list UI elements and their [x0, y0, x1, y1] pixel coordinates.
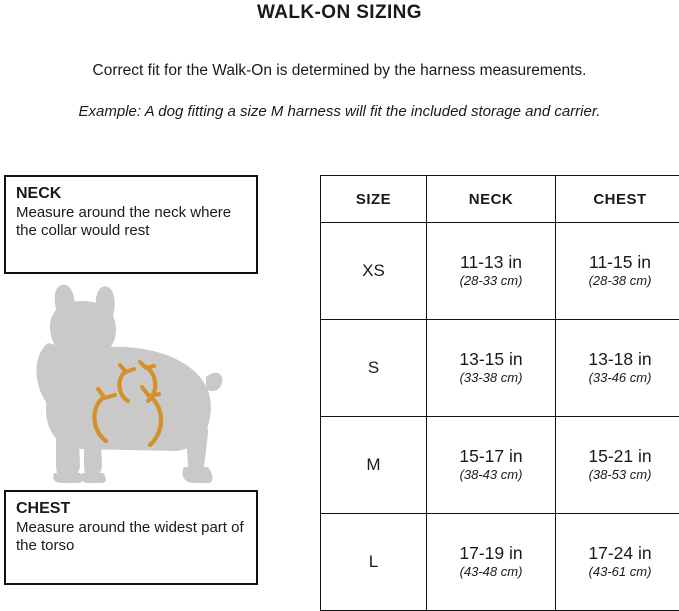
cell-neck-cm: (33-38 cm)	[428, 370, 554, 387]
cell-size: L	[321, 514, 427, 611]
cell-neck-inches: 13-15 in	[428, 349, 554, 369]
neck-info-box	[4, 175, 258, 274]
page-title: WALK-ON SIZING	[0, 2, 679, 24]
cell-neck-inches: 15-17 in	[428, 446, 554, 466]
cell-neck	[427, 514, 556, 611]
cell-chest	[556, 417, 679, 514]
cell-size: XS	[321, 223, 427, 320]
cell-size: M	[321, 417, 427, 514]
cell-chest	[556, 320, 679, 417]
table-header-row	[321, 176, 679, 223]
cell-neck-inches: 17-19 in	[428, 543, 554, 563]
chest-info-title: CHEST	[16, 500, 246, 518]
table-row	[321, 417, 679, 514]
header-chest: CHEST	[556, 176, 679, 223]
dog-illustration	[8, 281, 258, 486]
cell-chest-cm: (43-61 cm)	[557, 564, 679, 581]
cell-neck	[427, 417, 556, 514]
cell-chest	[556, 514, 679, 611]
table-row	[321, 223, 679, 320]
cell-chest-cm: (38-53 cm)	[557, 467, 679, 484]
cell-chest-inches: 15-21 in	[557, 446, 679, 466]
cell-neck-cm: (38-43 cm)	[428, 467, 554, 484]
neck-info-title: NECK	[16, 185, 246, 203]
header-size: SIZE	[321, 176, 427, 223]
chest-info-text: Measure around the widest part of the torso	[16, 519, 246, 556]
neck-info-text: Measure around the neck where the collar would rest	[16, 204, 246, 241]
header-neck: NECK	[427, 176, 556, 223]
cell-neck	[427, 320, 556, 417]
cell-chest-cm: (33-46 cm)	[557, 370, 679, 387]
sizing-table	[320, 175, 679, 611]
dog-silhouette	[36, 285, 222, 483]
cell-size: S	[321, 320, 427, 417]
cell-neck	[427, 223, 556, 320]
cell-chest-inches: 17-24 in	[557, 543, 679, 563]
cell-chest-cm: (28-38 cm)	[557, 273, 679, 290]
cell-chest-inches: 11-15 in	[557, 252, 679, 272]
intro-line-2: Example: A dog fitting a size M harness will fit the included storage and carrier.	[0, 103, 679, 120]
cell-chest-inches: 13-18 in	[557, 349, 679, 369]
cell-chest	[556, 223, 679, 320]
intro-line-1: Correct fit for the Walk-On is determined by the harness measurements.	[0, 62, 679, 80]
chest-info-box	[4, 490, 258, 585]
cell-neck-cm: (43-48 cm)	[428, 564, 554, 581]
cell-neck-cm: (28-33 cm)	[428, 273, 554, 290]
table-row	[321, 320, 679, 417]
table-row	[321, 514, 679, 611]
cell-neck-inches: 11-13 in	[428, 252, 554, 272]
